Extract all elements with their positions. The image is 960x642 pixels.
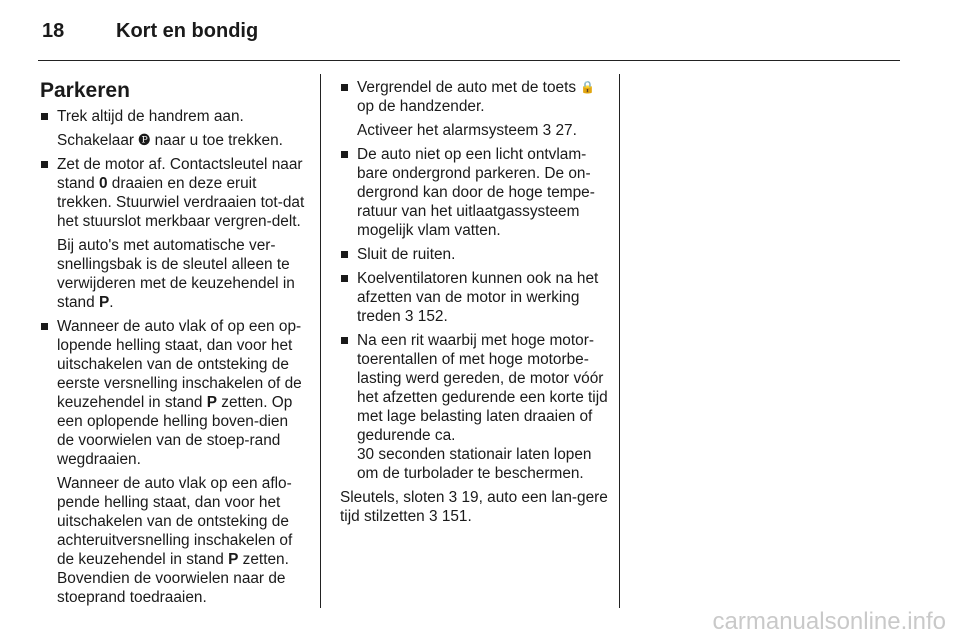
paragraph: Trek altijd de handrem aan. bbox=[57, 108, 244, 125]
see-also-paragraph bbox=[340, 488, 608, 526]
column-divider-2 bbox=[619, 74, 620, 608]
paragraph bbox=[357, 78, 608, 116]
list-item bbox=[340, 145, 608, 240]
list-item bbox=[340, 269, 608, 326]
text: zetten. Op een oplopende helling boven-dien de voorwielen van de stoep-rand wegdraaien. bbox=[57, 394, 293, 468]
column-divider-1 bbox=[320, 74, 321, 608]
paragraph: Na een rit waarbij met hoge motor-toerentallen of met hoge motorbe-lasting werd gereden, de motor vóór het afzetten gedurende een korte tijd met lage belasting laten draaien of gedurende ca. bbox=[357, 332, 608, 444]
text: . bbox=[467, 508, 472, 525]
page-ref-link[interactable]: 152 bbox=[417, 308, 444, 325]
section-title: Parkeren bbox=[40, 79, 130, 102]
text: Koelventilatoren kunnen ook na het afzetten van de motor in werking treden bbox=[357, 270, 599, 325]
xref-icon: 3 bbox=[428, 508, 438, 525]
text: Bij auto's met automatische ver-snellingsbak is de sleutel alleen te verwijderen met de keuzehendel in stand bbox=[57, 237, 295, 311]
chapter-title: Kort en bondig bbox=[116, 20, 259, 42]
text: . bbox=[109, 294, 114, 311]
page-number: 18 bbox=[42, 20, 65, 42]
bold-text: P bbox=[206, 394, 218, 411]
column-2 bbox=[340, 78, 608, 526]
xref-icon: 3 bbox=[404, 308, 414, 325]
text: Wanneer de auto vlak op een aflo-pende helling staat, dan voor het uitschakelen van de ontsteking de achteruitversnelling inschakelen of de keuzehendel in stand bbox=[57, 475, 293, 568]
list-item bbox=[340, 331, 608, 483]
text: . bbox=[572, 122, 577, 139]
list-item bbox=[340, 78, 608, 140]
text: . bbox=[443, 308, 448, 325]
paragraph bbox=[57, 317, 308, 469]
paragraph bbox=[357, 121, 608, 140]
xref-icon: 3 bbox=[542, 122, 552, 139]
bold-text: P bbox=[98, 294, 110, 311]
list-item bbox=[40, 317, 308, 607]
page-ref-link[interactable]: 19 bbox=[461, 489, 479, 506]
list-item bbox=[40, 155, 308, 312]
paragraph bbox=[57, 474, 308, 607]
text: op de handzender. bbox=[357, 98, 485, 115]
page-ref-link[interactable]: 151 bbox=[441, 508, 468, 525]
parking-brake-icon: 🅟 bbox=[138, 133, 151, 147]
paragraph: Sluit de ruiten. bbox=[357, 246, 456, 263]
text: Vergrendel de auto met de toets bbox=[357, 79, 581, 96]
text: naar u toe trekken. bbox=[150, 132, 283, 149]
paragraph: De auto niet op een licht ontvlam-bare ondergrond parkeren. De on-dergrond kan door de hoge tempe-ratuur van het uitlaatgassysteem mogelijk vlam vatten. bbox=[357, 146, 595, 239]
text: draaien en deze eruit trekken. Stuurwiel verdraaien tot-dat het stuurslot merkbaar vergren-delt. bbox=[57, 175, 305, 230]
bullet-list-2 bbox=[340, 78, 608, 483]
text: Activeer het alarmsysteem bbox=[357, 122, 543, 139]
page-ref-link[interactable]: 27 bbox=[555, 122, 573, 139]
list-item bbox=[340, 245, 608, 264]
watermark: carmanualsonline.info bbox=[712, 608, 946, 635]
paragraph bbox=[57, 155, 308, 231]
paragraph bbox=[57, 236, 308, 312]
list-item bbox=[40, 107, 308, 150]
text: Sleutels, sloten bbox=[340, 489, 449, 506]
header-rule bbox=[38, 60, 900, 61]
bullet-list-1 bbox=[40, 107, 308, 607]
xref-icon: 3 bbox=[448, 489, 458, 506]
text: Schakelaar bbox=[57, 132, 139, 149]
paragraph bbox=[57, 131, 308, 150]
lock-icon: 🔒 bbox=[580, 80, 596, 94]
text: Wanneer de auto vlak of op een op-lopende helling staat, dan voor het uitschakelen van de ontsteking de eerste versnelling inschakelen of de keuzehendel in stand bbox=[57, 318, 302, 411]
column-1 bbox=[40, 78, 308, 612]
text: , auto een lan-gere tijd stilzetten bbox=[340, 489, 608, 525]
paragraph: 30 seconden stationair laten lopen om de turbolader te beschermen. bbox=[357, 446, 592, 482]
paragraph bbox=[357, 269, 608, 326]
bold-text: 0 bbox=[98, 175, 108, 192]
bold-text: P bbox=[228, 551, 239, 568]
text: zetten. Bovendien de voorwielen naar de stoeprand toedraaien. bbox=[57, 551, 289, 606]
text: Zet de motor af. Contactsleutel naar stand bbox=[57, 156, 303, 192]
